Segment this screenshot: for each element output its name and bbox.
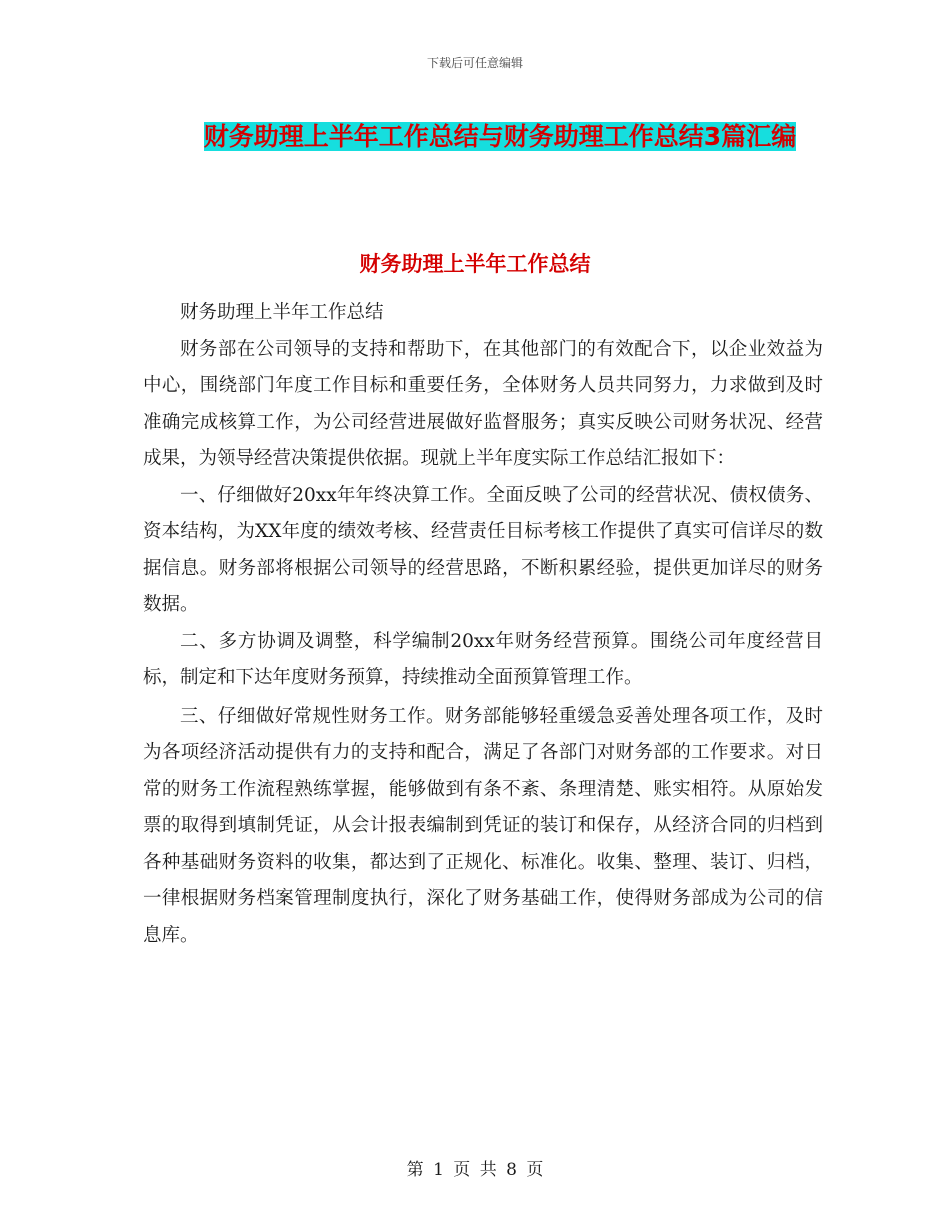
paragraph-subtitle: 财务助理上半年工作总结 [180, 302, 384, 323]
paragraph-intro: 财务部在公司领导的支持和帮助下，在其他部门的有效配合下，以企业效益为中心，围绕部门年度工作目标和重要任务，全体财务人员共同努力，力求做到及时准确完成核算工作，为公司经营进展做好监督服务；真实反映公司财务状况、经营成果，为领导经营决策提供依据。现就上半年度实际工作总结汇报如下： [143, 338, 823, 469]
document-title-text: 财务助理上半年工作总结与财务助理工作总结3篇汇编 [203, 122, 797, 151]
paragraph-item-3: 三、仔细做好常规性财务工作。财务部能够轻重缓急妥善处理各项工作，及时为各项经济活动提供有力的支持和配合，满足了各部门对财务部的工作要求。对日常的财务工作流程熟练掌握，能够做到有条不紊、条理清楚、账实相符。从原始发票的取得到填制凭证，从会计报表编制到凭证的装订和保存，从经济合同的归档到各种基础财务资料的收集，都达到了正规化、标准化。收集、整理、装订、归档，一律根据财务档案管理制度执行，深化了财务基础工作，使得财务部成为公司的信息库。 [143, 705, 823, 946]
paragraph-item-1: 一、仔细做好20xx年年终决算工作。全面反映了公司的经营状况、债权债务、资本结构，为XX年度的绩效考核、经营责任目标考核工作提供了真实可信详尽的数据信息。财务部将根据公司领导的经营思路，不断积累经验，提供更加详尽的财务数据。 [143, 484, 823, 615]
document-body [143, 295, 823, 954]
page-header-note: 下载后可任意编辑 [426, 56, 523, 70]
document-title [190, 112, 810, 161]
paragraph-item-2: 二、多方协调及调整，科学编制20xx年财务经营预算。围绕公司年度经营目标，制定和下达年度财务预算，持续推动全面预算管理工作。 [143, 630, 823, 688]
section-title: 财务助理上半年工作总结 [359, 252, 591, 276]
page-footer: 第 1 页 共 8 页 [406, 1160, 544, 1180]
